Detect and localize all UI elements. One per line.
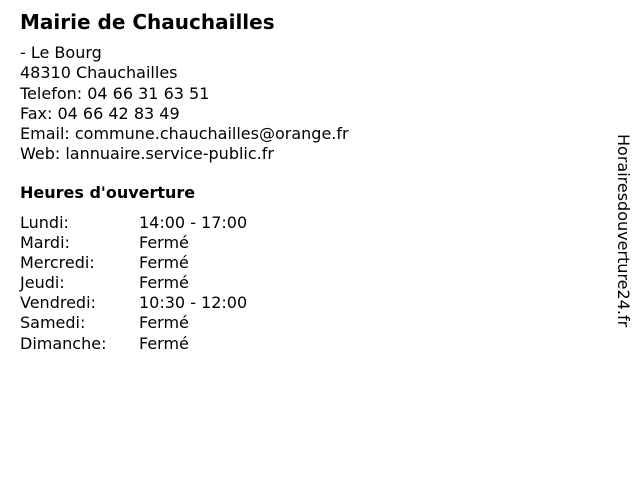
address-street: - Le Bourg [20,43,102,62]
address-city: 48310 Chauchailles [20,63,178,83]
hours-value: 10:30 - 12:00 [139,293,248,313]
phone-number: Telefon: 04 66 31 63 51 [20,83,210,103]
hours-value: Fermé [139,233,189,253]
hours-value: Fermé [139,253,189,273]
page-title: Mairie de Chauchailles [20,10,275,34]
day-label: Samedi: [20,313,86,333]
hours-row-thursday [20,273,320,293]
hours-value: Fermé [139,333,189,353]
opening-hours-heading: Heures d'ouverture [20,183,196,202]
hours-value: 14:00 - 17:00 [139,213,248,232]
hours-row-monday [20,213,320,233]
fax-number: Fax: 04 66 42 83 49 [20,103,180,123]
hours-row-wednesday [20,253,320,273]
contact-info [20,43,349,165]
site-watermark: Horairesdouverture24.fr [614,134,633,328]
email-address: Email: commune.chauchailles@orange.fr [20,124,349,144]
day-label: Dimanche: [20,333,107,353]
opening-hours-table [20,213,320,354]
hours-row-friday [20,293,320,313]
hours-row-tuesday [20,233,320,253]
hours-row-saturday [20,313,320,333]
day-label: Mercredi: [20,253,95,273]
day-label: Vendredi: [20,293,96,313]
day-label: Mardi: [20,233,70,253]
hours-value: Fermé [139,313,189,333]
day-label: Lundi: [20,213,69,232]
hours-value: Fermé [139,273,189,293]
hours-row-sunday [20,334,320,354]
website: Web: lannuaire.service-public.fr [20,144,274,164]
day-label: Jeudi: [20,273,65,293]
